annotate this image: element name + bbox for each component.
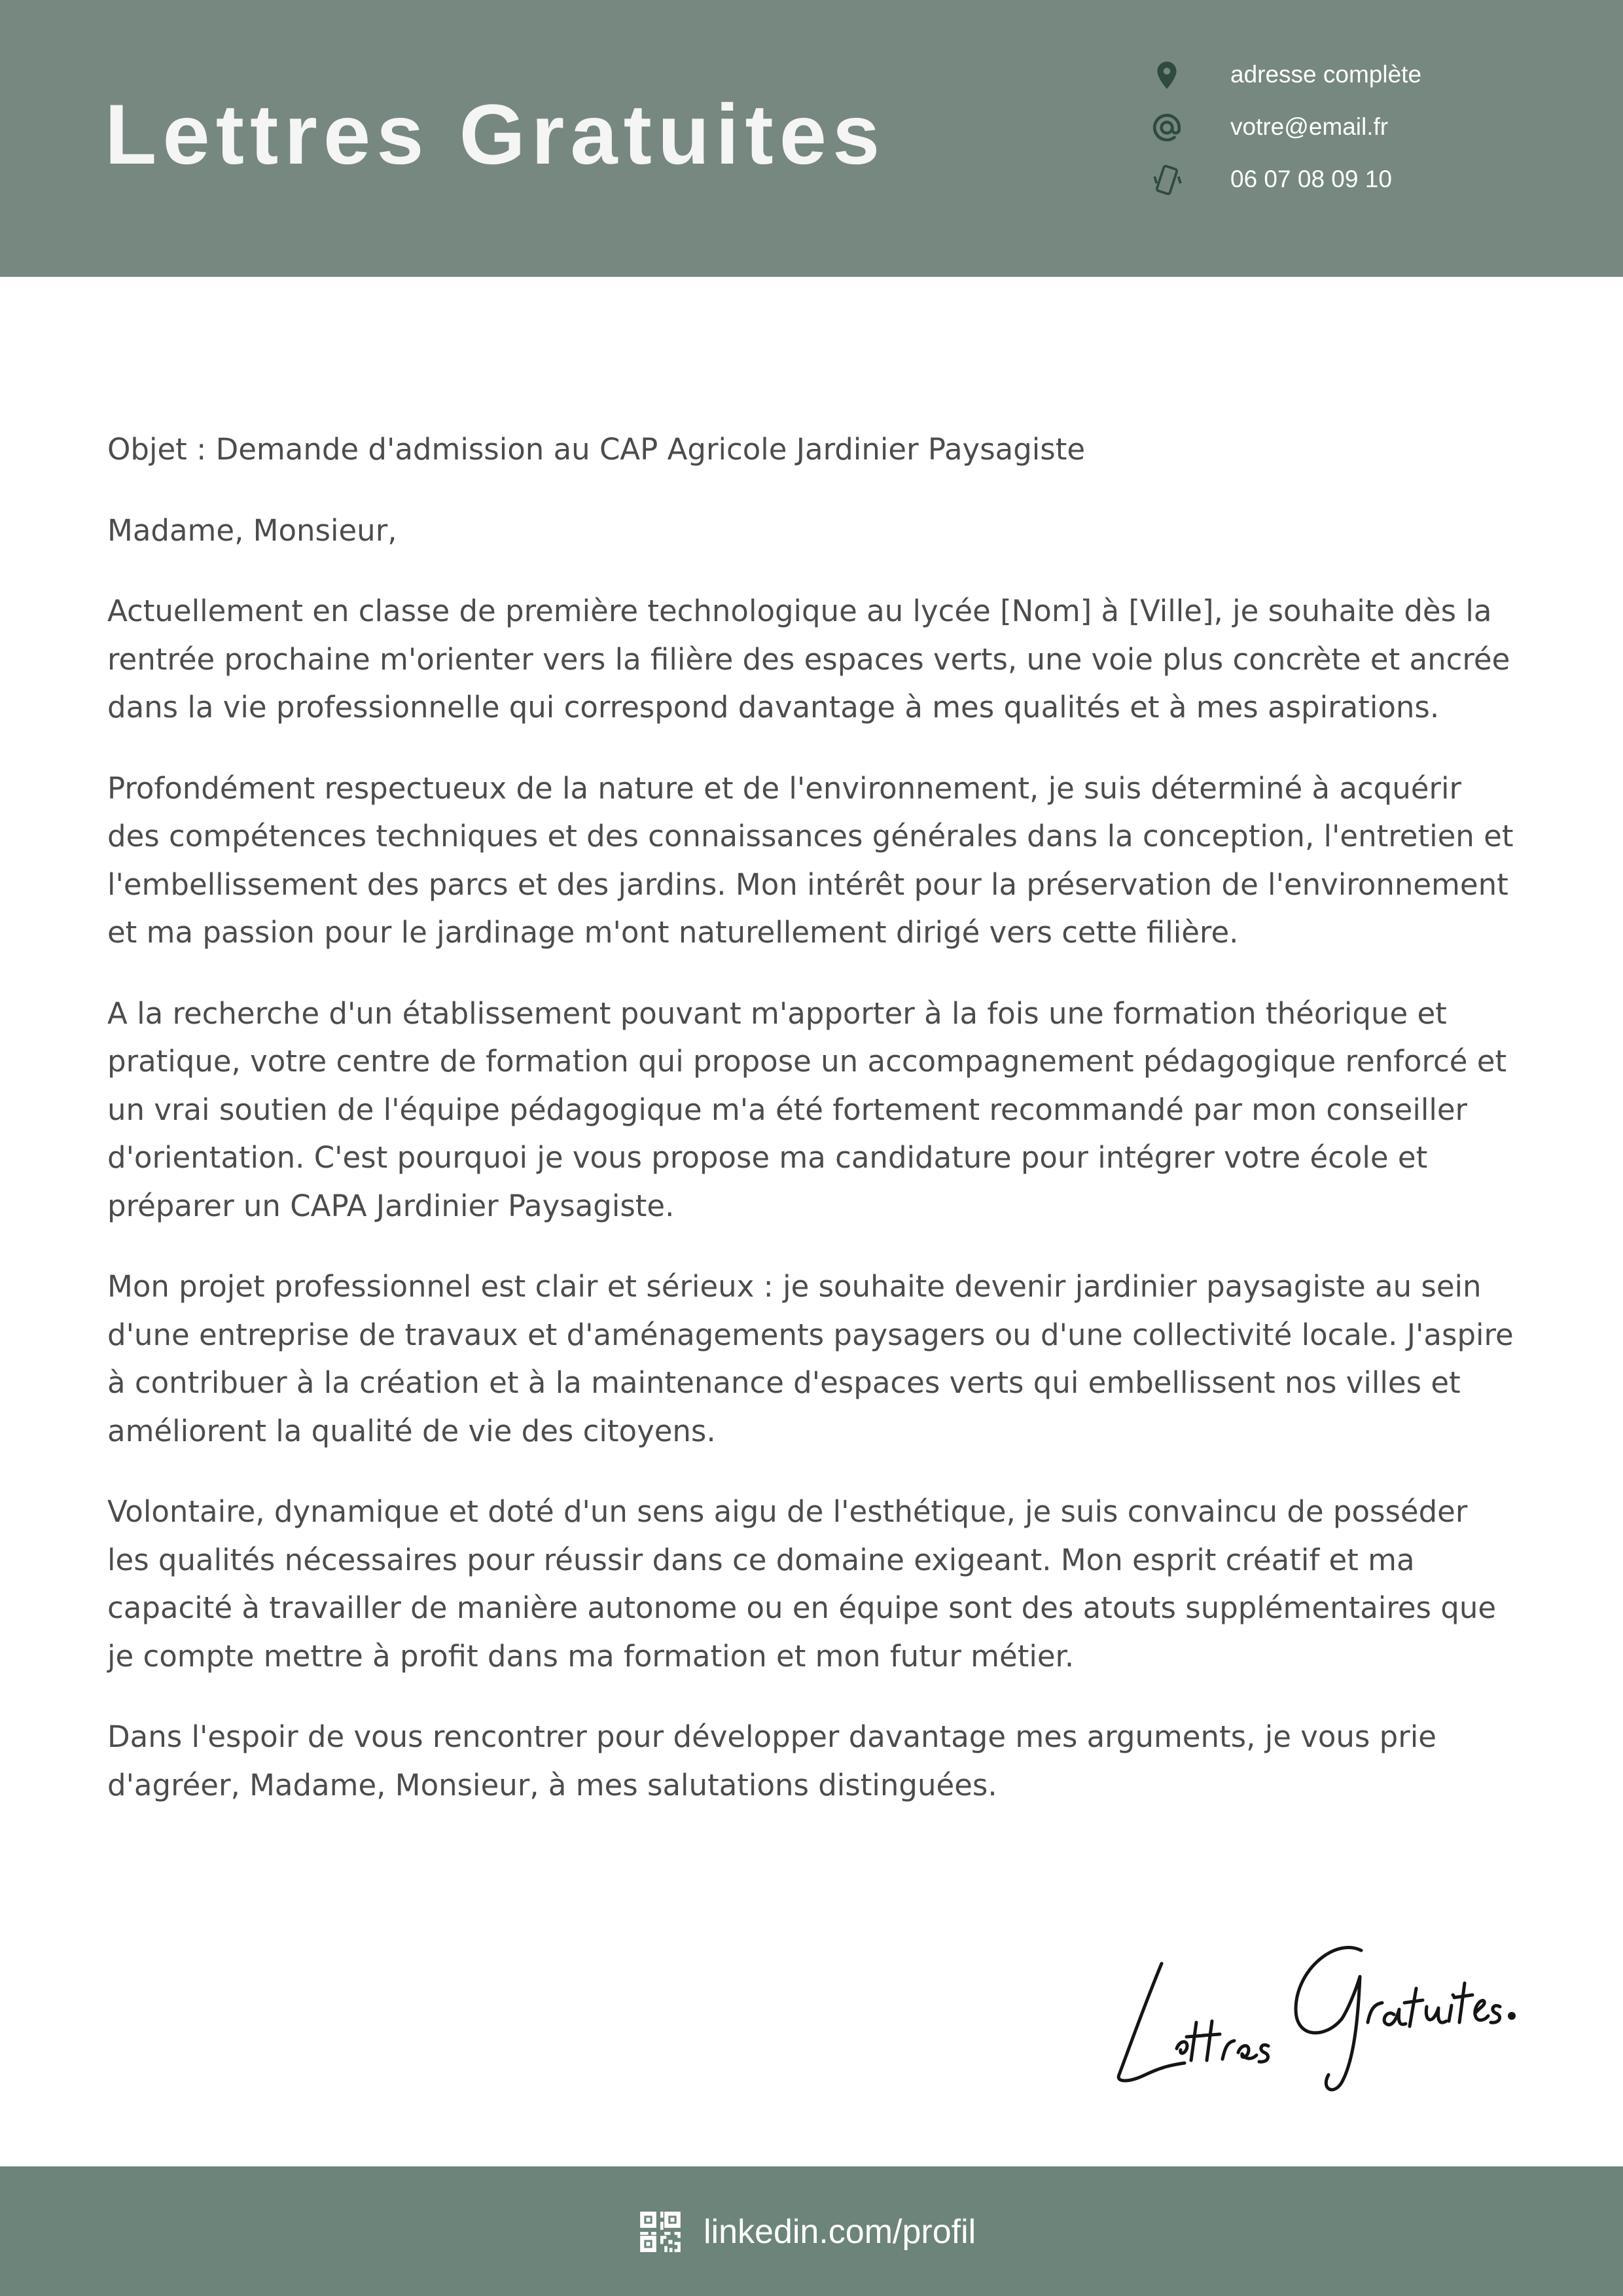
linkedin-link[interactable] xyxy=(636,2208,1094,2256)
author-name: Lettres Gratuites xyxy=(105,86,886,182)
letter-body xyxy=(107,425,1514,1842)
header-banner xyxy=(0,0,1623,277)
letter-closing: Dans l'espoir de vous rencontrer pour développer davantage mes arguments, je vous prie d'agréer, Madame, Monsieur, à mes salutations distinguées. xyxy=(107,1719,1436,1803)
footer-banner xyxy=(0,2166,1623,2296)
letter-paragraph: Mon projet professionnel est clair et sérieux : je souhaite devenir jardinier paysagiste au sein d'une entreprise de travaux et d'aménagements paysagers ou d'une collectivité locale. J'aspire à contribuer à la création et à la maintenance d'espaces verts qui embellissent nos villes et améliorent la qualité de vie des citoyens. xyxy=(107,1269,1514,1448)
letter-paragraph: Volontaire, dynamique et doté d'un sens aigu de l'esthétique, je suis convaincu de posséder les qualités nécessaires pour réussir dans ce domaine exigeant. Mon esprit créatif et ma capacité à travailler de manière autonome ou en équipe sont des atouts supplémentaires que je compte mettre à profit dans ma formation et mon futur métier. xyxy=(107,1494,1497,1674)
phone-text: 06 07 08 09 10 xyxy=(1230,166,1392,192)
contact-block xyxy=(1149,49,1607,206)
contact-phone xyxy=(1149,154,1607,206)
contact-email xyxy=(1149,101,1607,154)
at-sign-icon xyxy=(1149,109,1185,146)
handwritten-signature xyxy=(1099,1911,1518,2094)
email-text[interactable]: votre@email.fr xyxy=(1230,113,1389,140)
letter-paragraph: A la recherche d'un établissement pouvant m'apporter à la fois une formation théorique et pratique, votre centre de formation qui propose un accompagnement pédagogique renforcé et un vrai soutien de l'équipe pédagogique m'a été fortement recommandé par mon conseiller d'orientation. C'est pourquoi je vous propose ma candidature pour intégrer votre école et préparer un CAPA Jardinier Paysagiste. xyxy=(107,996,1507,1223)
contact-address xyxy=(1149,49,1607,101)
letter-subject: Objet : Demande d'admission au CAP Agricole Jardinier Paysagiste xyxy=(107,432,1086,467)
qr-code-icon xyxy=(636,2208,685,2256)
letter-paragraph: Actuellement en classe de première technologique au lycée [Nom] à [Ville], je souhaite dès la rentrée prochaine m'orienter vers la filière des espaces verts, une voie plus concrète et ancrée dans la vie professionnelle qui correspond davantage à mes qualités et à mes aspirations. xyxy=(107,594,1510,725)
map-pin-icon xyxy=(1149,57,1185,94)
letter-salutation: Madame, Monsieur, xyxy=(107,512,397,548)
address-text: adresse complète xyxy=(1230,61,1422,88)
linkedin-text[interactable]: linkedin.com/profil xyxy=(704,2213,976,2251)
phone-icon xyxy=(1149,162,1185,198)
letter-paragraph: Profondément respectueux de la nature et de l'environnement, je suis déterminé à acquérir des compétences techniques et des connaissances générales dans la conception, l'entretien et l'embellissement des parcs et des jardins. Mon intérêt pour la préservation de l'environnement et ma passion pour le jardinage m'ont naturellement dirigé vers cette filière. xyxy=(107,770,1514,950)
